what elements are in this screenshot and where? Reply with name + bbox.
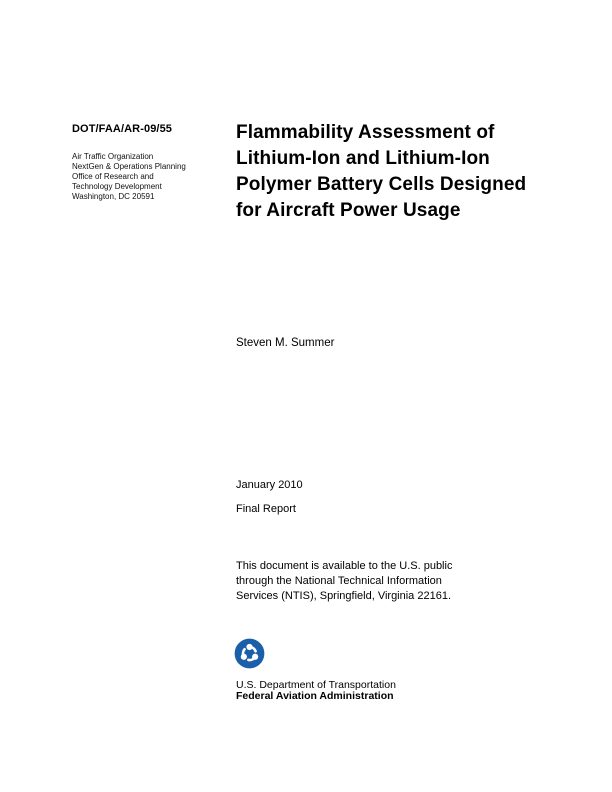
office-line: Office of Research and — [72, 172, 154, 181]
availability-note: This document is available to the U.S. public through the National Technical Information Services (NTIS), Springfield, Virginia 22161. — [236, 560, 453, 602]
report-type: Final Report — [236, 503, 296, 515]
issuing-office-block — [72, 152, 186, 202]
office-line: Technology Development — [72, 182, 162, 191]
dot-triskelion-logo-icon — [234, 638, 265, 669]
office-line: Air Traffic Organization — [72, 152, 154, 161]
footer-agency: Federal Aviation Administration — [236, 690, 394, 702]
report-number: DOT/FAA/AR-09/55 — [72, 123, 173, 135]
author-name: Steven M. Summer — [236, 337, 335, 349]
report-title — [236, 120, 526, 224]
report-title-line: Flammability Assessment of — [236, 122, 495, 143]
footer-department: U.S. Department of Transportation — [236, 679, 396, 691]
office-line: Washington, DC 20591 — [72, 192, 155, 201]
office-line: NextGen & Operations Planning — [72, 162, 186, 171]
report-date: January 2010 — [236, 479, 303, 491]
report-title-line: Lithium-Ion and Lithium-Ion — [236, 148, 490, 169]
report-title-line: for Aircraft Power Usage — [236, 200, 461, 221]
report-title-line: Polymer Battery Cells Designed — [236, 174, 527, 195]
